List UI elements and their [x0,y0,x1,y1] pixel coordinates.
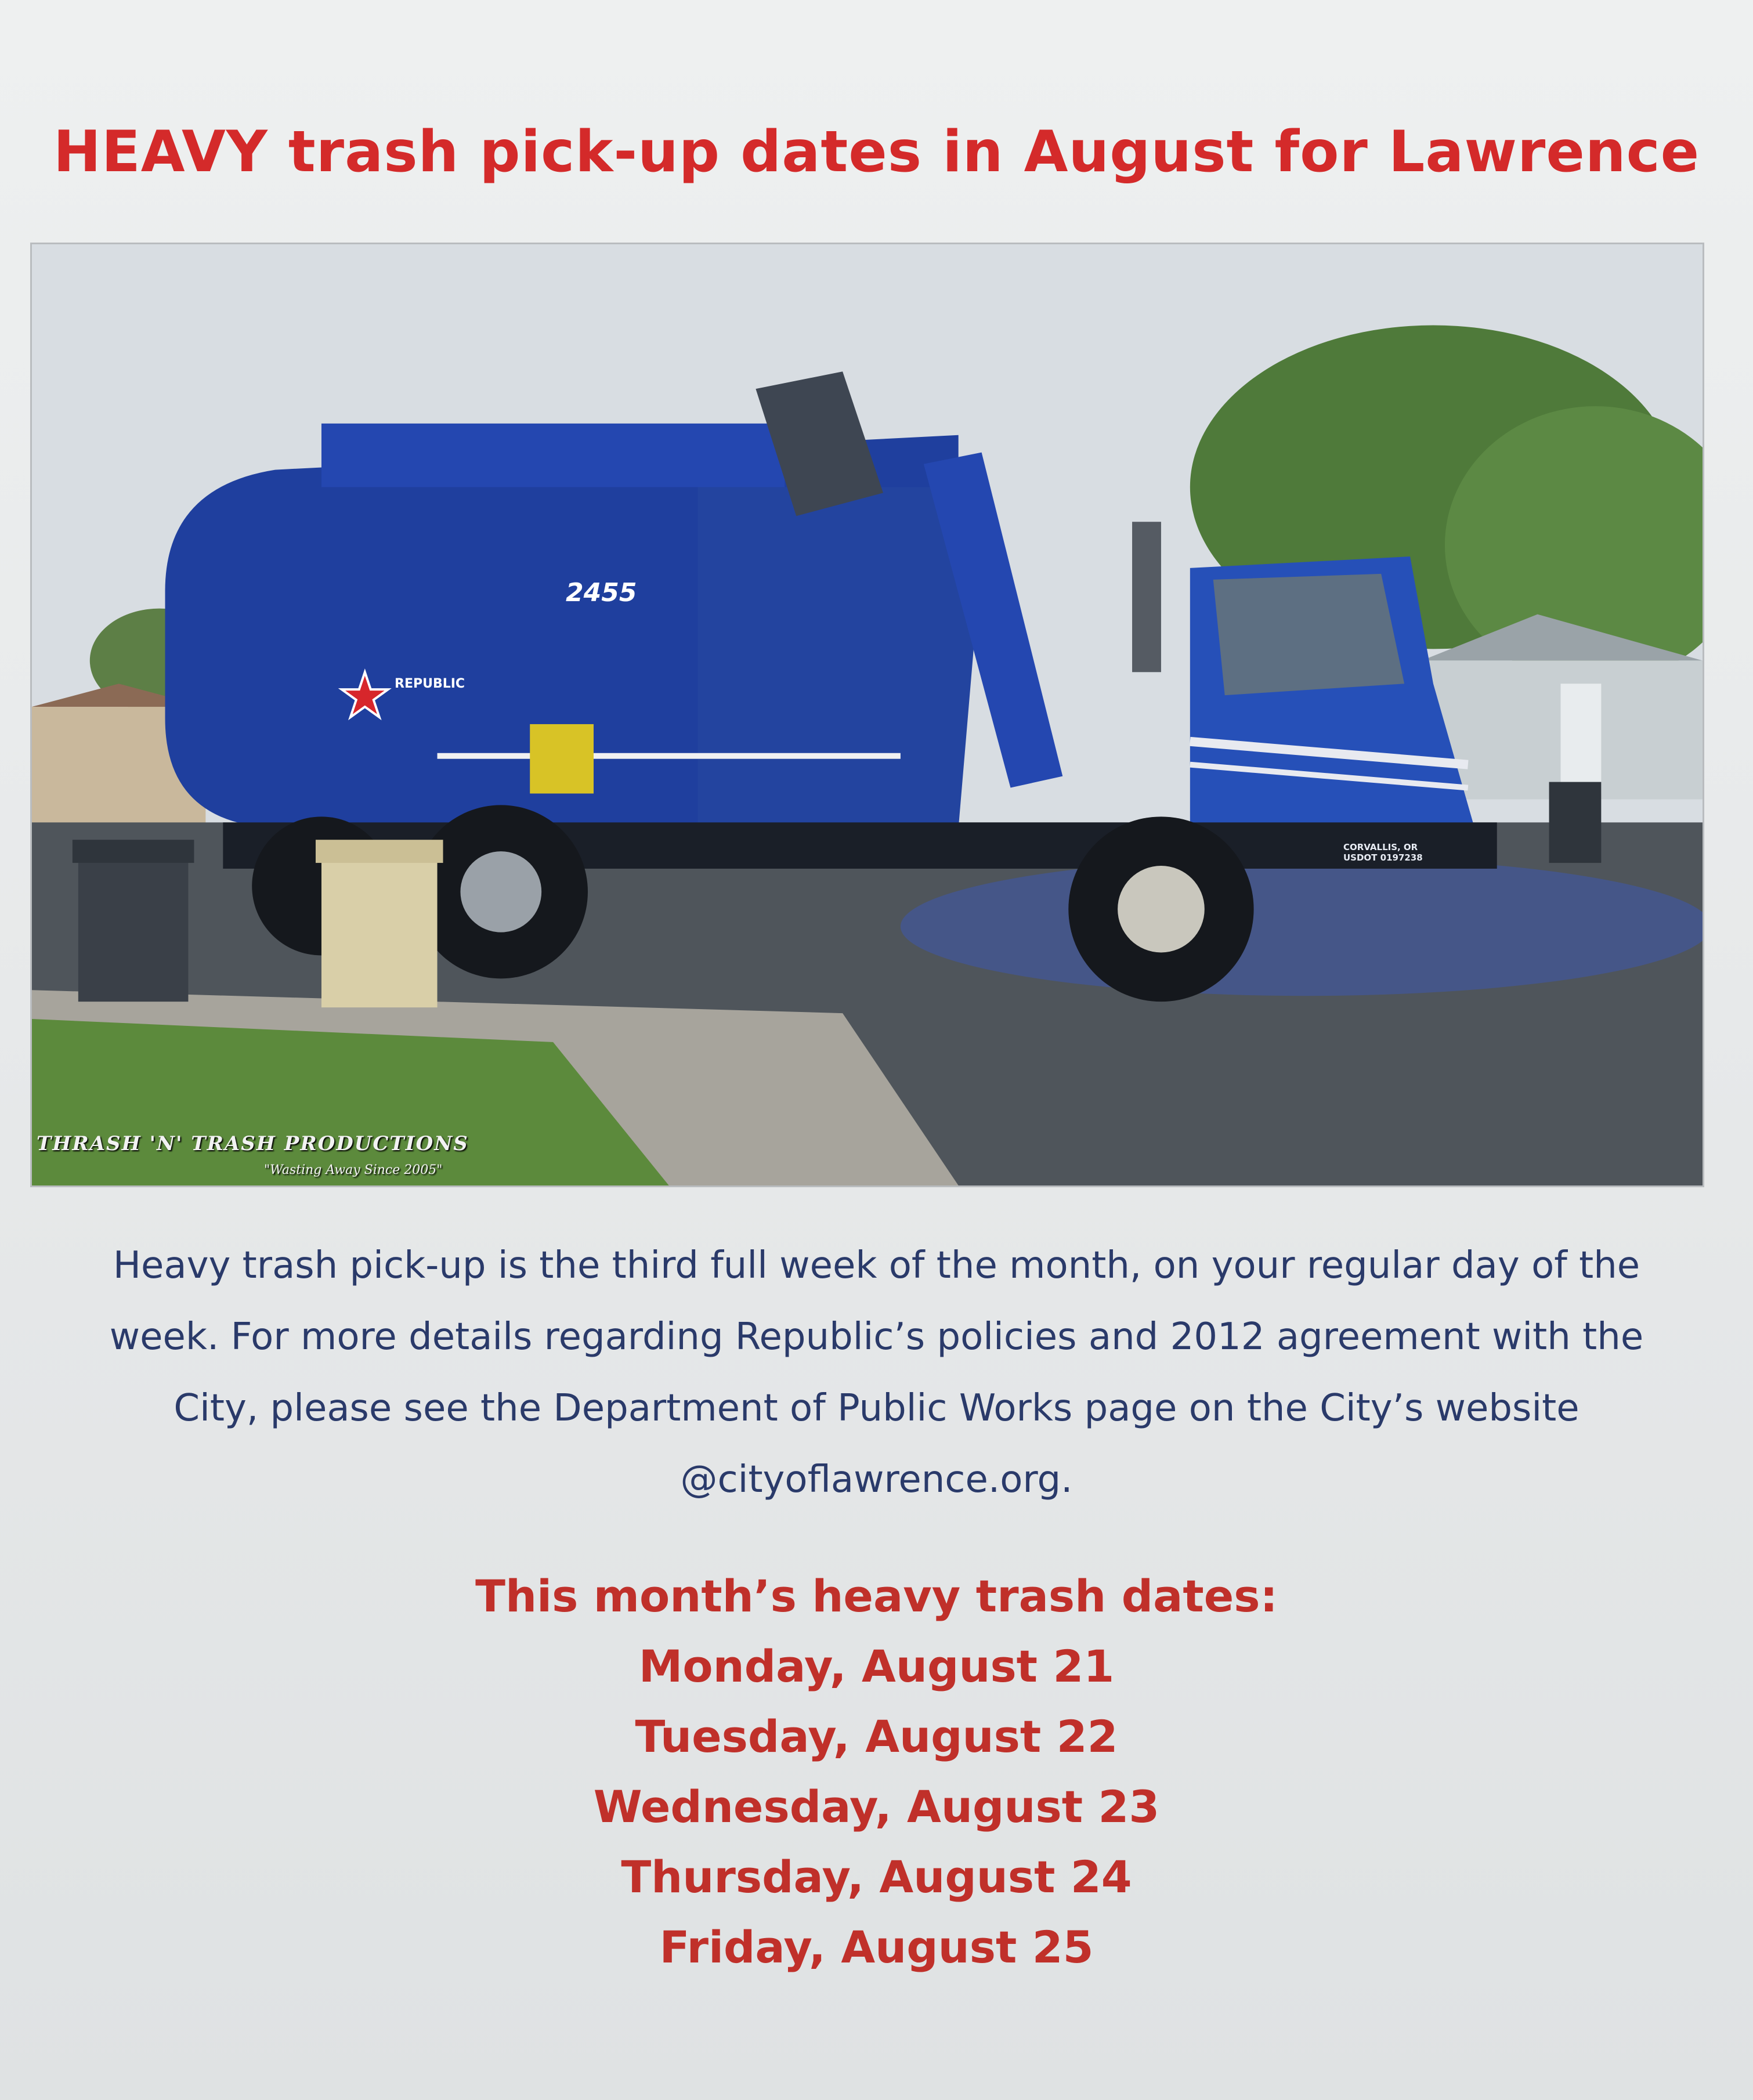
date-item: Wednesday, August 23 [593,1781,1160,1832]
truck-number: 2455 [566,578,637,608]
door-label: CORVALLIS, OR USDOT 0197238 [1343,842,1423,863]
photo-watermark-tagline: "Wasting Away Since 2005" [264,1163,443,1177]
flyer-title: HEAVY trash pick-up dates in August for Lawrence [53,119,1700,185]
date-item: Monday, August 21 [638,1640,1115,1692]
photo-watermark: THRASH 'N' TRASH PRODUCTIONS [37,1132,469,1155]
body-paragraph [23,1230,1730,1516]
garbage-truck-photo [30,243,1704,1187]
website-link[interactable]: @cityoflawrence.org. [680,1458,1073,1501]
dates-heading: This month’s heavy trash dates: [475,1570,1278,1622]
truck-illustration [32,244,1703,1185]
body-line: Heavy trash pick-up is the third full week of the month, on your regular day of the [113,1244,1640,1287]
dates-section [0,1561,1753,1982]
body-line: City, please see the Department of Public Works page on the City’s website [174,1387,1579,1430]
date-item: Tuesday, August 22 [635,1711,1118,1762]
body-line: week. For more details regarding Republic’s policies and 2012 agreement with the [109,1315,1644,1358]
republic-logo: REPUBLIC [395,677,465,691]
date-item: Friday, August 25 [659,1921,1094,1973]
date-item: Thursday, August 24 [621,1851,1132,1903]
